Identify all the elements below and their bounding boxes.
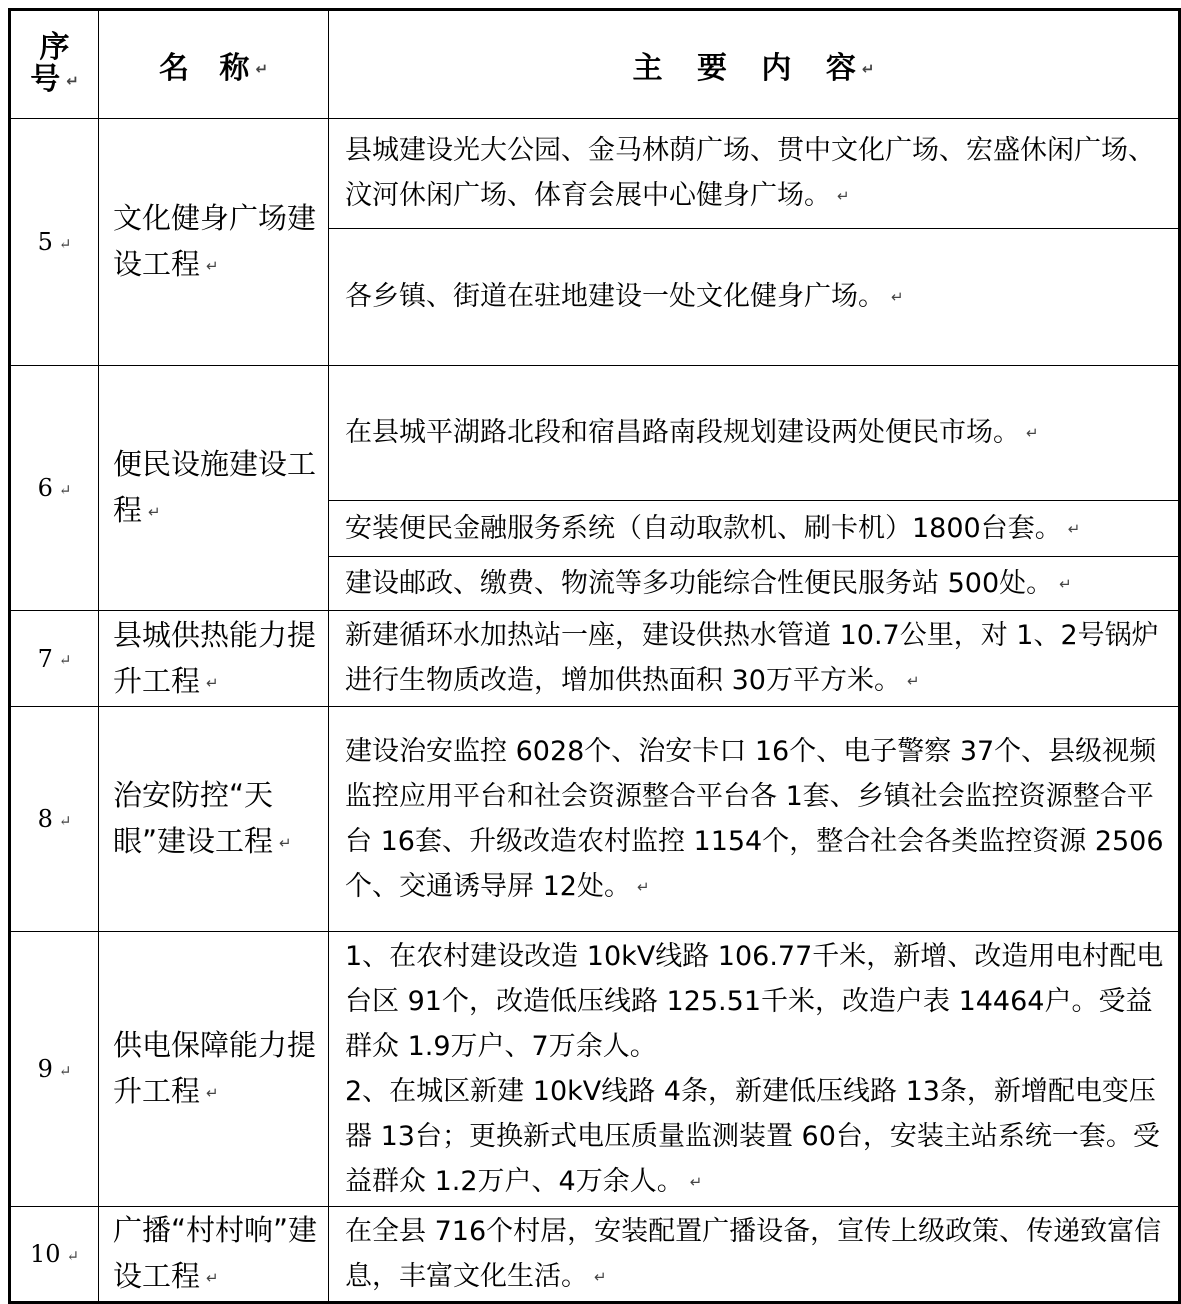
name-cell: 便民设施建设工程 ↵ <box>99 366 329 611</box>
name-cell: 供电保障能力提升工程 ↵ <box>99 932 329 1207</box>
content-cell: 在全县 716个村居，安装配置广播设备，宣传上级政策、传递致富信息，丰富文化生活。 ↵ <box>329 1207 1180 1303</box>
header-seq <box>10 10 99 119</box>
seq-cell: 10 ↵ <box>10 1207 99 1303</box>
seq-cell: 6 ↵ <box>10 366 99 611</box>
content-cell: 建设邮政、缴费、物流等多功能综合性便民服务站 500处。 ↵ <box>329 557 1180 611</box>
table-row <box>10 366 1180 501</box>
content-cell: 县城建设光大公园、金马林荫广场、贯中文化广场、宏盛休闲广场、汶河休闲广场、体育会展中心健身广场。 ↵ <box>329 119 1180 229</box>
header-seq-char-2: 号 ↵ <box>30 62 79 98</box>
header-content: 主 要 内 容 ↵ <box>329 10 1180 119</box>
name-cell: 县城供热能力提升工程 ↵ <box>99 611 329 707</box>
table-row <box>10 611 1180 707</box>
seq-cell: 7 ↵ <box>10 611 99 707</box>
project-table <box>8 8 1181 1304</box>
table-row <box>10 707 1180 932</box>
content-cell: 安装便民金融服务系统（自动取款机、刷卡机）1800台套。 ↵ <box>329 501 1180 557</box>
name-cell: 广播“村村响”建设工程 ↵ <box>99 1207 329 1303</box>
table-row <box>10 1207 1180 1303</box>
header-row <box>10 10 1180 119</box>
content-cell: 在县城平湖路北段和宿昌路南段规划建设两处便民市场。 ↵ <box>329 366 1180 501</box>
header-name: 名 称 ↵ <box>99 10 329 119</box>
content-cell: 各乡镇、街道在驻地建设一处文化健身广场。 ↵ <box>329 229 1180 366</box>
table-row <box>10 119 1180 229</box>
name-cell: 治安防控“天眼”建设工程 ↵ <box>99 707 329 932</box>
seq-cell: 9 ↵ <box>10 932 99 1207</box>
content-cell: 建设治安监控 6028个、治安卡口 16个、电子警察 37个、县级视频监控应用平台和社会资源整合平台各 1套、乡镇社会监控资源整合平台 16套、升级改造农村监控 1154个，整合社会各类监控资源 2506个、交通诱导屏 12处。 ↵ <box>329 707 1180 932</box>
seq-cell: 8 ↵ <box>10 707 99 932</box>
seq-cell: 5 ↵ <box>10 119 99 366</box>
name-cell: 文化健身广场建设工程 ↵ <box>99 119 329 366</box>
table-row <box>10 932 1180 1207</box>
content-cell: 新建循环水加热站一座，建设供热水管道 10.7公里，对 1、2号锅炉进行生物质改造，增加供热面积 30万平方米。 ↵ <box>329 611 1180 707</box>
header-seq-char-1: 序 <box>39 30 70 66</box>
content-cell: 1、在农村建设改造 10kV线路 106.77千米，新增、改造用电村配电台区 91个，改造低压线路 125.51千米，改造户表 14464户。受益群众 1.9万户、7万余人。 2、在城区新建 10kV线路 4条，新建低压线路 13条，新增配电变压器 13台；更换新式电压质量监测装置 60台，安装主站系统一套。受益群众 1.2万户、4万余人。 ↵ <box>329 932 1180 1207</box>
